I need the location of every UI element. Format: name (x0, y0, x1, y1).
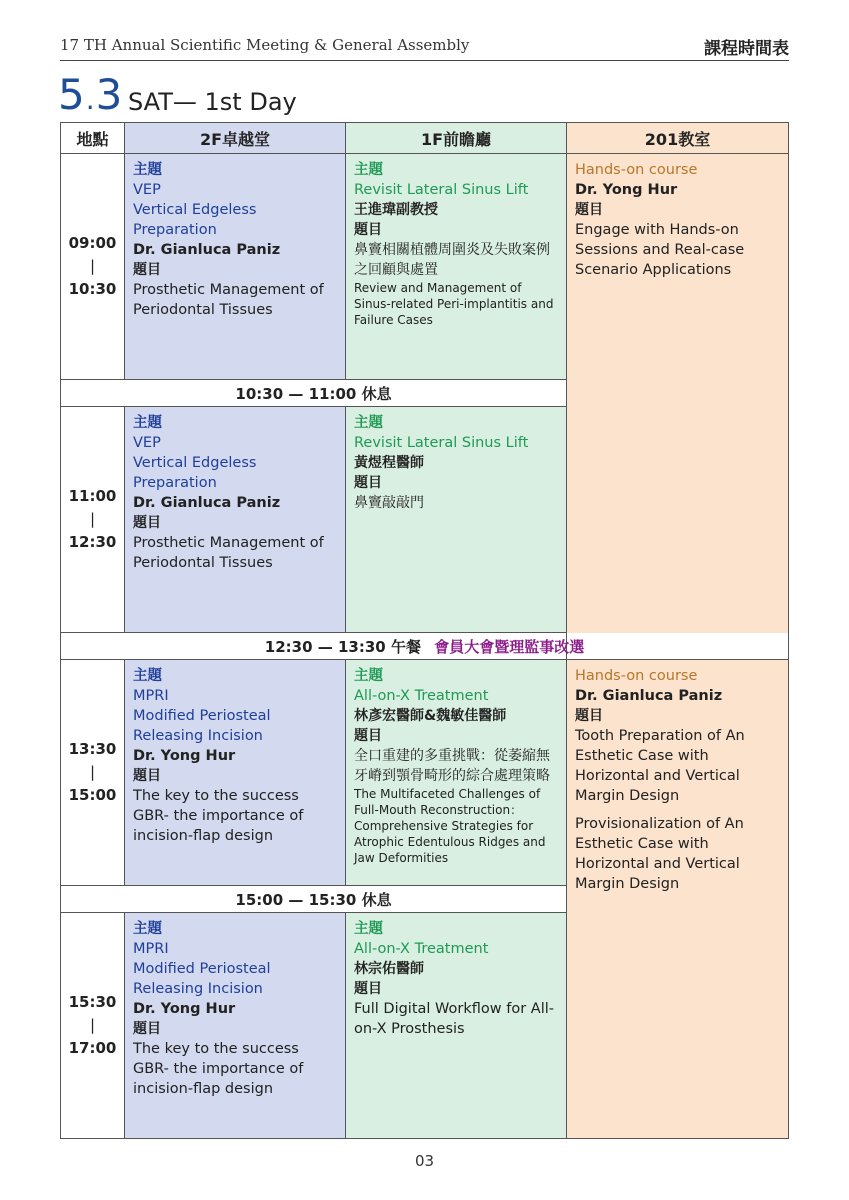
subject-label: 題目 (133, 1021, 161, 1037)
time-start: 11:00 (68, 487, 117, 505)
session-cell (346, 407, 567, 633)
hands-on-cell (567, 660, 789, 1139)
topic-label: 主題 (354, 415, 383, 431)
subject-text-zh: 鼻竇相關植體周圍炎及失敗案例之回顧與處置 (354, 242, 550, 278)
speaker-name: Dr. Gianluca Paniz (133, 242, 281, 258)
column-room-a: 2F卓越堂 (125, 123, 346, 154)
speaker-name: Dr. Yong Hur (133, 748, 236, 764)
session-cell (346, 913, 567, 1139)
table-row (61, 154, 789, 380)
topic-label: 主題 (133, 921, 162, 937)
time-separator: | (89, 510, 96, 528)
topic-label: 主題 (354, 162, 383, 178)
subject-label: 題目 (575, 708, 603, 724)
subject-text: The key to the success GBR- the importance of incision-flap design (133, 788, 304, 844)
time-cell (61, 660, 125, 886)
session-title: Vertical Edgeless Preparation (133, 202, 257, 238)
speaker-name: 林宗佑醫師 (354, 961, 424, 977)
time-cell (61, 407, 125, 633)
session-title: Vertical Edgeless Preparation (133, 455, 257, 491)
lunch-row (61, 633, 789, 660)
session-code: MPRI (133, 688, 169, 704)
session-cell (125, 913, 346, 1139)
subject-label: 題目 (354, 475, 382, 491)
session-title: Modified Periosteal Releasing Incision (133, 708, 271, 744)
topic-label: 主題 (133, 668, 162, 684)
session-code: VEP (133, 182, 161, 198)
session-title: Modified Periosteal Releasing Incision (133, 961, 271, 997)
subject-text-en: The Multifaceted Challenges of Full-Mouth Reconstruction：Comprehensive Strategies for Atrophic Edentulous Ridges and Jaw Deformities (354, 787, 546, 865)
hands-on-cell (567, 154, 789, 660)
time-separator: | (89, 257, 96, 275)
subject-label: 題目 (133, 768, 161, 784)
time-end: 15:00 (68, 786, 117, 804)
session-cell (125, 154, 346, 380)
session-code: VEP (133, 435, 161, 451)
course-label: Hands-on course (575, 668, 698, 684)
topic-label: 主題 (133, 162, 162, 178)
session-title: All-on-X Treatment (354, 688, 489, 704)
topic-label: 主題 (354, 668, 383, 684)
speaker-name: 林彥宏醫師&魏敏佳醫師 (354, 708, 507, 724)
subject-label: 題目 (575, 202, 603, 218)
topic-label: 主題 (354, 921, 383, 937)
speaker-name: 黃煜程醫師 (354, 455, 424, 471)
subject-text: Provisionalization of An Esthetic Case with Horizontal and Vertical Margin Design (575, 816, 744, 892)
page-section-title: 課程時間表 (704, 39, 789, 59)
subject-text: Engage with Hands-on Sessions and Real-case Scenario Applications (575, 222, 745, 278)
break-text: 10:30 — 11:00 休息 (61, 380, 567, 407)
subject-text: Prosthetic Management of Periodontal Tissues (133, 282, 324, 318)
table-row (61, 660, 789, 886)
page-number: 03 (414, 1152, 435, 1170)
time-separator: | (89, 763, 96, 781)
session-cell (125, 407, 346, 633)
session-title: Revisit Lateral Sinus Lift (354, 182, 529, 198)
conference-title: 17 TH Annual Scientific Meeting & General Assembly (60, 36, 470, 54)
subject-label: 題目 (354, 981, 382, 997)
session-cell (346, 660, 567, 886)
time-cell (61, 913, 125, 1139)
table-header-row (61, 123, 789, 154)
schedule-table (60, 122, 789, 1139)
session-code: MPRI (133, 941, 169, 957)
column-place: 地點 (61, 123, 125, 154)
time-end: 10:30 (68, 280, 117, 298)
day-dot: . (85, 83, 96, 116)
time-start: 09:00 (68, 234, 117, 252)
day-month: 5 (58, 70, 86, 119)
speaker-name: Dr. Yong Hur (133, 1001, 236, 1017)
lunch-cell (61, 633, 789, 660)
session-cell (125, 660, 346, 886)
subject-text-en: Review and Management of Sinus-related Peri-implantitis and Failure Cases (354, 281, 554, 327)
day-date (58, 70, 123, 119)
day-date-number: 3 (95, 70, 124, 119)
session-cell (346, 154, 567, 380)
assembly-event: 會員大會暨理監事改選 (434, 637, 585, 656)
time-separator: | (89, 1016, 96, 1034)
session-title: All-on-X Treatment (354, 941, 489, 957)
speaker-name: Dr. Yong Hur (575, 182, 678, 198)
topic-label: 主題 (133, 415, 162, 431)
lunch-text: 12:30 — 13:30 午餐 (264, 637, 421, 656)
subject-text-zh: 全口重建的多重挑戰：從萎縮無牙嵴到顎骨畸形的綜合處理策略 (354, 748, 550, 784)
time-start: 15:30 (68, 993, 117, 1011)
time-start: 13:30 (68, 740, 117, 758)
course-label: Hands-on course (575, 162, 698, 178)
speaker-name: Dr. Gianluca Paniz (575, 688, 723, 704)
speaker-name: Dr. Gianluca Paniz (133, 495, 281, 511)
time-cell (61, 154, 125, 380)
header-divider (60, 60, 789, 61)
day-label: SAT— 1st Day (128, 88, 297, 116)
subject-text: 鼻竇敲敲門 (354, 495, 424, 511)
subject-text: The key to the success GBR- the importance of incision-flap design (133, 1041, 304, 1097)
subject-text: Prosthetic Management of Periodontal Tissues (133, 535, 324, 571)
time-end: 12:30 (68, 533, 117, 551)
session-title: Revisit Lateral Sinus Lift (354, 435, 529, 451)
subject-label: 題目 (354, 222, 382, 238)
subject-text: Tooth Preparation of An Esthetic Case with Horizontal and Vertical Margin Design (575, 728, 745, 804)
subject-label: 題目 (133, 262, 161, 278)
column-room-b: 1F前瞻廳 (346, 123, 567, 154)
time-end: 17:00 (68, 1039, 117, 1057)
break-text: 15:00 — 15:30 休息 (61, 886, 567, 913)
subject-text: Full Digital Workflow for All-on-X Prosthesis (354, 1001, 554, 1037)
subject-label: 題目 (354, 728, 382, 744)
column-room-c: 201教室 (567, 123, 789, 154)
subject-label: 題目 (133, 515, 161, 531)
speaker-name: 王進瑋副教授 (354, 202, 438, 218)
